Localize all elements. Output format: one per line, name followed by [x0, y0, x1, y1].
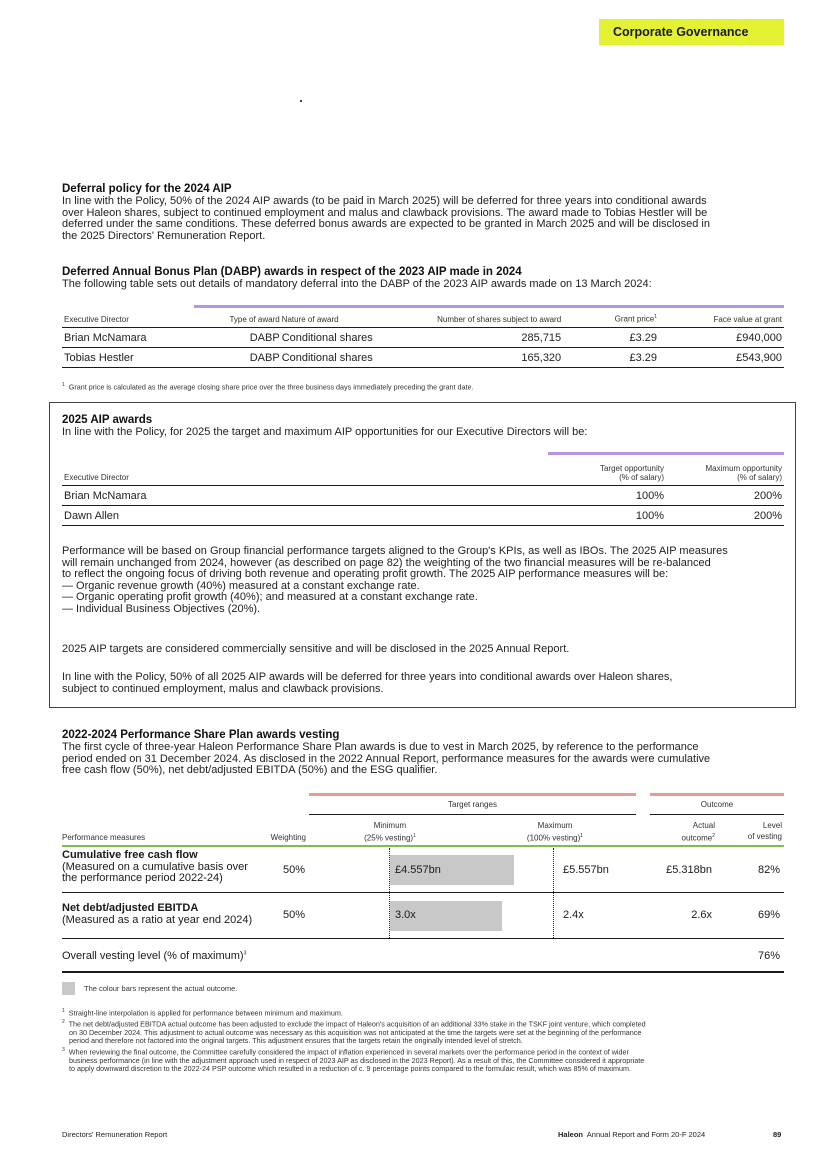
psp-intro-line: The first cycle of three-year Haleon Performance Share Plan awards is due to vest in March 2025, by reference to the performance [62, 741, 699, 753]
deferral-line: over Haleon shares, subject to continued employment and malus and clawback provisions. The award made to Tobias Hestler will be [62, 206, 708, 219]
dabp-footnote: $^1$ Grant price is calculated as the average closing share price over the three business days immediately preceding the grant date. [62, 382, 474, 392]
footnote: $^3$ When reviewing the final outcome, the Committee carefully considered the impact of inflation experienced in several markets over the performance period in the context of wider [62, 1046, 629, 1057]
row-divider [62, 938, 784, 939]
minimum-marker [389, 848, 390, 938]
footer-report: Haleon Annual Report and Form 20-F 2024 [558, 1130, 706, 1139]
aip-performance-text [62, 546, 784, 615]
aip-deferral-line: subject to continued employment, malus and clawback provisions. [62, 682, 384, 695]
deferral-line: the 2025 Directors' Remuneration Report. [62, 229, 266, 242]
target-ranges-label: Target ranges [448, 800, 497, 809]
row-divider [62, 892, 784, 893]
col-type-of-award: Type of award [187, 310, 282, 328]
col-target-opportunity: Target opportunity (% of salary) [548, 458, 666, 486]
col-maximum-opportunity: Maximum opportunity (% of salary) [666, 458, 784, 486]
footer-brand: Haleon [558, 1130, 584, 1139]
dabp-purple-rule [194, 305, 784, 308]
legend-text: The colour bars represent the actual outcome. [84, 984, 238, 993]
col-grant-price: Grant price$^1$ [563, 310, 659, 328]
cell: DABP [187, 328, 282, 348]
overall-vesting-value: 76% [757, 950, 780, 962]
col-maximum: Maximum (100% vesting)$^1$ [526, 821, 584, 843]
overall-vesting-label: Overall vesting level (% of maximum)$^3$ [62, 950, 247, 962]
cell: 165,320 [375, 348, 563, 368]
cell: Brian McNamara [62, 486, 548, 506]
table-row [62, 506, 784, 526]
table-row [62, 486, 784, 506]
weighting-value: 50% [282, 909, 305, 921]
deferral-section [62, 183, 784, 242]
psp-row-net-debt [62, 903, 277, 926]
table-row [62, 348, 784, 368]
measure-name: Cumulative free cash flow [62, 849, 198, 861]
psp-row-cfcf [62, 850, 277, 885]
footnote: on 30 December 2024. This adjustment to actual outcome was necessary as this acquisition was not anticipated at the time the targets were set at the beginning of the performance [69, 1027, 642, 1037]
deferral-line: In line with the Policy, 50% of the 2024 AIP awards (to be paid in March 2025) will be deferred for three years into conditional awards [62, 195, 707, 207]
psp-intro-line: free cash flow (50%), net debt/adjusted EBITDA (50%) and the ESG qualifier. [62, 764, 438, 776]
col-number-of-shares: Number of shares subject to award [375, 310, 563, 328]
aip-2025-title: 2025 AIP awards [62, 414, 153, 426]
overall-rule [62, 971, 784, 973]
dabp-table-wrap [62, 310, 784, 368]
aip-table-wrap [62, 458, 784, 526]
cell: £940,000 [659, 328, 784, 348]
dabp-table [62, 310, 784, 368]
col-actual-outcome: Actual outcome$^2$ [681, 821, 715, 843]
col-minimum: Minimum (25% vesting)$^1$ [364, 821, 416, 843]
psp-title: 2022-2024 Performance Share Plan awards vesting [62, 729, 340, 741]
table-row [62, 328, 784, 348]
dabp-title: Deferred Annual Bonus Plan (DABP) awards in respect of the 2023 AIP made in 2024 [62, 266, 522, 278]
measure-desc: the performance period 2022-24) [62, 872, 223, 884]
aip-2025-intro: In line with the Policy, for 2025 the target and maximum AIP opportunities for our Executive Directors will be: [62, 426, 588, 438]
legend-swatch [62, 982, 75, 995]
aip-deferral [62, 672, 784, 695]
aip-table [62, 458, 784, 526]
min-value: 3.0x [395, 909, 416, 921]
aip-deferral-line: In line with the Policy, 50% of all 2025 AIP awards will be deferred for three years into conditional awards over Haleon shares, [62, 671, 673, 683]
cell: Conditional shares [282, 348, 375, 368]
cell: 200% [666, 506, 784, 526]
footnote: period and therefore not factored into the original targets. This adjustment ensures that the targets retain the originally intended level of stretch. [69, 1036, 523, 1046]
maximum-marker [553, 848, 554, 938]
cell: 200% [666, 486, 784, 506]
col-level-of-vesting: Level of vesting [747, 821, 782, 841]
aip-perf-line: to reflect the ongoing focus of driving both revenue and operating profit growth. The 2025 AIP performance measures will be: [62, 568, 669, 580]
min-value: £4.557bn [395, 864, 441, 876]
cell: £3.29 [563, 348, 659, 368]
target-sub-rule [309, 814, 636, 815]
footnote: $^1$ Straight-line interpolation is applied for performance between minimum and maximum. [62, 1008, 343, 1018]
max-value: £5.557bn [563, 864, 609, 876]
footnote: $^2$ The net debt/adjusted EBITDA actual outcome has been adjusted to exclude the impact of Haleon's acquisition of an additional 33% stake in the TSKF joint venture, which completed [62, 1018, 646, 1029]
measure-name: Net debt/adjusted EBITDA [62, 902, 199, 914]
aip-purple-rule [548, 452, 784, 455]
col-face-value: Face value at grant [659, 310, 784, 328]
cell: Dawn Allen [62, 506, 548, 526]
cell: £3.29 [563, 328, 659, 348]
cell: Brian McNamara [62, 328, 187, 348]
vesting-value: 82% [757, 864, 780, 876]
actual-value: 2.6x [691, 909, 712, 921]
psp-header-green-rule [62, 845, 784, 847]
aip-2025-section [62, 414, 784, 439]
dabp-section [62, 266, 784, 291]
col-executive-director: Executive Director [62, 310, 187, 328]
col-nature-of-award: Nature of award [282, 310, 375, 328]
max-value: 2.4x [563, 909, 584, 921]
vesting-value: 69% [757, 909, 780, 921]
outcome-label: Outcome [700, 800, 734, 809]
aip-bullet: — Organic operating profit growth (40%); and measured at a constant exchange rate. [62, 591, 478, 603]
cell: £543,900 [659, 348, 784, 368]
col-performance-measures: Performance measures [62, 833, 146, 842]
measure-desc: (Measured as a ratio at year end 2024) [62, 913, 253, 926]
deferral-line: deferred under the same conditions. These deferred bonus awards are expected to be granted in March 2025 and will be disclosed in [62, 218, 710, 230]
outcome-sub-rule [650, 814, 784, 815]
actual-value: £5.318bn [666, 864, 712, 876]
col-executive-director: Executive Director [62, 458, 548, 486]
page-number: 89 [773, 1130, 782, 1139]
cell: 100% [548, 486, 666, 506]
aip-sensitive-text: 2025 AIP targets are considered commercially sensitive and will be disclosed in the 2025 Annual Report. [62, 643, 570, 655]
cell: 100% [548, 506, 666, 526]
measure-desc: (Measured on a cumulative basis over [62, 860, 248, 873]
weighting-value: 50% [282, 864, 305, 876]
outcome-rule [650, 793, 784, 796]
cell: DABP [187, 348, 282, 368]
psp-footnotes [62, 1007, 787, 1074]
aip-perf-line: will remain unchanged from 2024, however (as described on page 82) the weighting of the two financial measures will be re-balanced [62, 556, 711, 569]
section-tag: Corporate Governance [599, 19, 784, 45]
footnote: to apply downward discretion to the 2022-24 PSP outcome which resulted in a reduction of c. 9 percentage points compared to the formulaic result, which was 85% of maximum. [69, 1064, 631, 1074]
aip-bullet: — Organic revenue growth (40%) measured at a constant exchange rate. [62, 579, 420, 592]
aip-sensitive [62, 644, 784, 656]
cell: Tobias Hestler [62, 348, 187, 368]
target-ranges-rule [309, 793, 636, 796]
stray-mark [300, 100, 302, 102]
col-weighting: Weighting [270, 833, 306, 842]
psp-intro-line: period ended on 31 December 2024. As disclosed in the 2022 Annual Report, performance measures for the awards were cumulative [62, 752, 711, 765]
aip-bullet: — Individual Business Objectives (20%). [62, 602, 261, 615]
dabp-intro: The following table sets out details of mandatory deferral into the DABP of the 2023 AIP awards made on 13 March 2024: [62, 278, 652, 290]
cell: Conditional shares [282, 328, 375, 348]
psp-section [62, 729, 784, 777]
deferral-title: Deferral policy for the 2024 AIP [62, 183, 232, 195]
aip-perf-line: Performance will be based on Group financial performance targets aligned to the Group's KPIs, as well as IBOs. The 2025 AIP measures [62, 545, 728, 557]
cell: 285,715 [375, 328, 563, 348]
footer-section-name: Directors' Remuneration Report [62, 1130, 168, 1139]
footnote: business performance (in line with the adjustment approach used in respect of 2023 AIP as disclosed in the 2023 Report). As a result of this, the Committee considered it appropriate [69, 1055, 645, 1065]
